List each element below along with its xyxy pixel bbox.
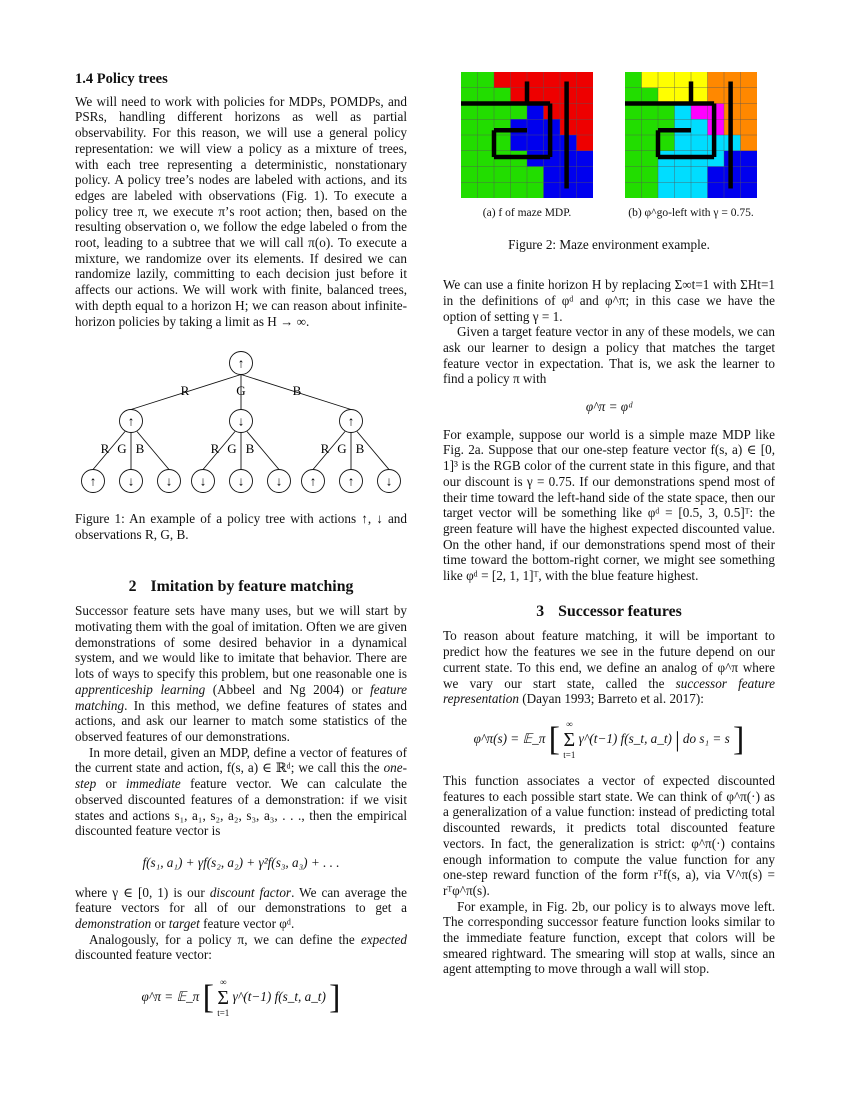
maze-a-cell <box>577 104 594 120</box>
figure-2a <box>461 72 593 221</box>
maze-b-cell <box>741 151 758 167</box>
right-paragraph-2: Given a target feature vector in any of these models, we can ask our learner to design a policy that matches the target feature vector in expectation. That is, we ask the learner to find a policy π with <box>443 324 775 387</box>
maze-a-cell <box>527 182 544 198</box>
maze-a-cell <box>494 167 511 183</box>
maze-b-cell <box>708 182 725 198</box>
maze-b-cell <box>658 119 675 135</box>
maze-a-cell <box>527 167 544 183</box>
maze-a-cell <box>478 182 495 198</box>
maze-b-cell <box>675 104 692 120</box>
maze-b-cell <box>625 167 642 183</box>
maze-b-cell <box>625 72 642 88</box>
section-3-title: Successor features <box>558 602 682 620</box>
maze-b-cell <box>675 119 692 135</box>
maze-a-cell <box>577 151 594 167</box>
maze-b-cell <box>741 182 758 198</box>
maze-a-cell <box>527 72 544 88</box>
maze-b-cell <box>708 167 725 183</box>
tree-leaf-node-1: ↑ <box>89 473 97 489</box>
equation-expected-feature-vector: φ^π = 𝔼_π [ ∞ Σ t=1 γ^(t−1) f(s_t, a_t) ] <box>141 977 341 1019</box>
section-2-title: Imitation by feature matching <box>150 577 354 595</box>
maze-b-grid <box>625 72 757 198</box>
maze-a-cell <box>527 119 544 135</box>
maze-a-grid <box>461 72 593 198</box>
figure-2b <box>625 72 757 221</box>
maze-b-cell <box>741 119 758 135</box>
maze-b-cell <box>675 135 692 151</box>
section-2-paragraph-2: In more detail, given an MDP, define a vector of features of the current state and action, f(s, a) ∈ ℝᵈ; we call this the one-step or immediate feature vector. We can calculate the observed discounted features of a demonstration: if we visit states and actions s₁, a₁, s₂, a₂, s₃, a₃, . . ., then the empirical discounted feature vector is <box>75 744 407 839</box>
right-column <box>443 72 775 977</box>
maze-b-cell <box>741 88 758 104</box>
maze-a-cell <box>511 119 528 135</box>
maze-b-cell <box>642 104 659 120</box>
tree-leaf-edge-label: G <box>227 441 237 457</box>
maze-b-cell <box>691 104 708 120</box>
section-1-4-paragraph: We will need to work with policies for MDPs, POMDPs, and PSRs, handling different horizons as well as partial observability. For this reason, we will use a general policy representation: we will view a policy as a mixture of trees, with each tree representing a deterministic, nonstationary policy. A policy tree’s nodes are labeled with actions, and its edges are labeled with observations (Fig. 1). To execute a policy tree π, we execute π’s root action; then, based on the resulting observation o, we follow the edge labeled o from the root, leading to a subtree that we will call π(o). To execute a mixture, we randomize over its elements. If desired we can randomize lazily, committing to each decision just before it affects our actions. We will work with finite, balanced trees, with depth equal to a horizon H; we can reason about infinite-horizon policies by taking a limit as H → ∞. <box>75 93 407 329</box>
tree-leaf-node-2: ↓ <box>127 473 135 489</box>
maze-a-cell <box>577 182 594 198</box>
right-paragraph-1: We can use a finite horizon H by replacing Σ∞t=1 with ΣHt=1 in the definitions of φᵈ and φ^π; in this case we have the option of setting γ = 1. <box>443 277 775 324</box>
maze-b-cell <box>658 135 675 151</box>
maze-a-cell <box>577 88 594 104</box>
tree-leaf-edge-label: R <box>210 441 220 457</box>
maze-a-cell <box>461 182 478 198</box>
section-3-number: 3 <box>536 602 545 620</box>
maze-a-cell <box>494 72 511 88</box>
equation-empirical-feature-vector: f(s₁, a₁) + γf(s₂, a₂) + γ²f(s₃, a₃) + . . . <box>142 854 340 870</box>
maze-a-cell <box>494 182 511 198</box>
section-3-paragraph-1: To reason about feature matching, it will be important to predict how the features we see in the future depend on our current state. To this end, we define an analog of φ^π where we vary our start state, called the successor feature representation (Dayan 1993; Barreto et al. 2017): <box>443 628 775 707</box>
figure-2 <box>461 72 757 221</box>
maze-b-cell <box>691 167 708 183</box>
maze-a-cell <box>527 104 544 120</box>
tree-leaf-edge-label: G <box>117 441 127 457</box>
tree-edge-label-B: B <box>292 383 302 399</box>
maze-a-cell <box>478 167 495 183</box>
maze-b-cell <box>708 72 725 88</box>
tree-leaf-node-8: ↑ <box>347 473 355 489</box>
maze-a-cell <box>461 135 478 151</box>
right-paragraph-3: For example, suppose our world is a simple maze MDP like Fig. 2a. Suppose that our one-step feature vector f(s, a) ∈ [0, 1]³ is the RGB color of the current state in this figure, and that our discount is γ = 0.75. If our demonstrations spend most of their time toward the left-hand side of the state space, then our target vector will be something like φᵈ = [0.5, 3, 0.5]ᵀ: the green feature will have the highest expected discounted value. On the other hand, if our demonstrations spend most of their time toward the bottom-right corner, we might see something like φᵈ = [2, 1, 1]ᵀ, with the blue feature highest. <box>443 426 775 584</box>
tree-level1-node-3: ↑ <box>347 413 355 429</box>
section-2-number: 2 <box>128 577 137 595</box>
maze-b-cell <box>741 104 758 120</box>
maze-b-cell <box>625 182 642 198</box>
figure-2b-caption: (b) φ^go-left with γ = 0.75. <box>628 206 754 219</box>
maze-b-cell <box>625 119 642 135</box>
tree-leaf-edge-label: B <box>135 441 145 457</box>
maze-a-cell <box>461 104 478 120</box>
maze-b-cell <box>625 135 642 151</box>
equation-feature-matching: φ^π = φᵈ <box>585 399 633 415</box>
tree-leaf-node-4: ↓ <box>199 473 207 489</box>
maze-b-cell <box>625 151 642 167</box>
tree-leaf-node-3: ↓ <box>165 473 173 489</box>
maze-a-cell <box>577 119 594 135</box>
tree-leaf-node-5: ↓ <box>237 473 245 489</box>
tree-leaf-edge-label: R <box>320 441 330 457</box>
maze-b-cell <box>741 135 758 151</box>
maze-a-cell <box>511 182 528 198</box>
maze-a-cell <box>511 135 528 151</box>
maze-b-cell <box>741 167 758 183</box>
equation-successor-features: φ^π(s) = 𝔼_π [ ∞ Σ t=1 γ^(t−1) f(s_t, a_t) | do s₁ = s ] <box>473 718 745 760</box>
maze-a-cell <box>511 167 528 183</box>
tree-root-node: ↑ <box>237 355 245 371</box>
maze-b-cell <box>642 182 659 198</box>
maze-a-cell <box>544 182 561 198</box>
maze-b-cell <box>658 72 675 88</box>
section-2-paragraph-1: Successor feature sets have many uses, but we will start by motivating them with the goal of imitation. Often we are given demonstrations of some desired behavior in a dynamical system, and we would like to imitate that behavior. There are lots of ways to specify this problem, but one reasonable one is apprenticeship learning (Abbeel and Ng 2004) or feature matching. In this method, we define features of states and actions, and ask our learner to match some statistics of the observed features of our demonstrations. <box>75 603 407 744</box>
tree-level1-node-1: ↑ <box>127 413 135 429</box>
maze-a-cell <box>494 135 511 151</box>
maze-a-cell <box>511 104 528 120</box>
maze-a-cell <box>577 135 594 151</box>
maze-b-cell <box>691 119 708 135</box>
maze-b-cell <box>658 167 675 183</box>
maze-a-cell <box>544 72 561 88</box>
figure-2-caption: Figure 2: Maze environment example. <box>508 237 710 253</box>
tree-leaf-node-7: ↑ <box>309 473 317 489</box>
section-3-heading <box>443 604 775 620</box>
tree-leaf-node-6: ↓ <box>275 473 283 489</box>
figure-1-caption: Figure 1: An example of a policy tree with actions ↑, ↓ and observations R, G, B. <box>75 511 407 542</box>
maze-a-cell <box>577 72 594 88</box>
figure-1-policy-tree <box>75 345 407 505</box>
maze-b-cell <box>642 72 659 88</box>
tree-level1-node-2: ↓ <box>237 413 245 429</box>
section-3-paragraph-2: This function associates a vector of expected discounted features to each possible start state. We can think of φ^π(·) as a generalization of a value function: instead of predicting total discounted rewards, it predicts total discounted feature vectors. In fact, the generalization is strict: φ^π(·) contains enough information to compute the value function for any one-step reward function of the form rᵀf(s, a), via V^π(s) = rᵀφ^π(s). <box>443 772 775 898</box>
tree-edge-label-R: R <box>180 383 190 399</box>
maze-a-cell <box>577 167 594 183</box>
maze-a-cell <box>461 167 478 183</box>
maze-b-cell <box>625 104 642 120</box>
maze-a-cell <box>478 72 495 88</box>
tree-leaf-edge-label: B <box>355 441 365 457</box>
maze-a-cell <box>527 135 544 151</box>
section-2-paragraph-4: Analogously, for a policy π, we can define the expected discounted feature vector: <box>75 931 407 963</box>
maze-b-cell <box>691 135 708 151</box>
maze-b-cell <box>642 167 659 183</box>
maze-b-cell <box>675 167 692 183</box>
maze-b-cell <box>658 182 675 198</box>
tree-leaf-node-9: ↓ <box>385 473 393 489</box>
figure-2a-caption: (a) f of maze MDP. <box>482 206 572 219</box>
maze-b-cell <box>691 72 708 88</box>
maze-b-cell <box>675 182 692 198</box>
maze-a-cell <box>544 167 561 183</box>
maze-a-cell <box>478 104 495 120</box>
section-2-paragraph-3: where γ ∈ [0, 1) is our discount factor. We can average the feature vectors for all of our demonstrations to get a demonstration or target feature vector φᵈ. <box>75 884 407 932</box>
maze-a-cell <box>461 151 478 167</box>
maze-b-cell <box>658 104 675 120</box>
tree-leaf-edge-label: R <box>100 441 110 457</box>
maze-a-cell <box>461 72 478 88</box>
section-2-heading <box>75 579 407 595</box>
section-3-paragraph-3: For example, in Fig. 2b, our policy is to always move left. The corresponding successor feature function looks similar to the immediate feature function, except that colors will be smeared rightward. The smearing will stop at walls, since an agent attempting to move through a wall will stop. <box>443 898 775 977</box>
section-1-4-heading: 1.4 Policy trees <box>75 71 168 87</box>
tree-leaf-edge-label: G <box>337 441 347 457</box>
maze-a-cell <box>494 104 511 120</box>
maze-b-cell <box>691 182 708 198</box>
maze-b-cell <box>741 72 758 88</box>
left-column <box>75 72 407 1031</box>
tree-edge-label-G: G <box>236 383 246 399</box>
tree-leaf-edge-label: B <box>245 441 255 457</box>
maze-a-cell <box>461 119 478 135</box>
maze-a-cell <box>494 119 511 135</box>
